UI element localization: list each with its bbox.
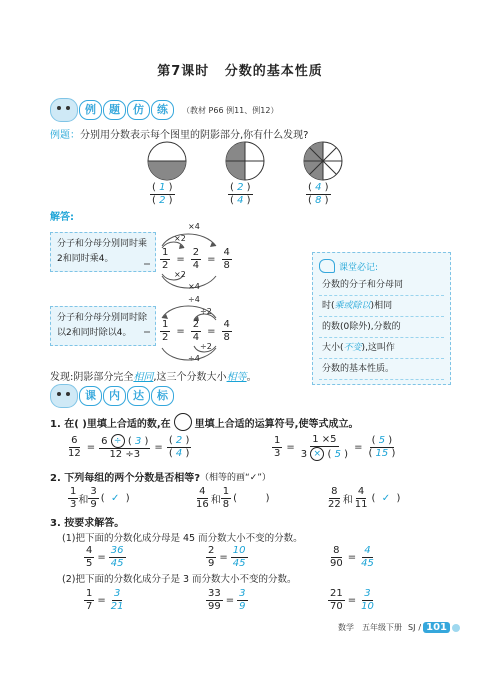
q3-p2-item-2: $\frac{33}{99}$ = $\frac{3}{9}$ (208, 588, 246, 612)
footer-subject: 数学 (337, 623, 354, 632)
note-line: 分数的分子和分母同 (319, 275, 444, 296)
explanation-box-multiply: 分子和分母分别同时乘2和同时乘4。 (50, 232, 156, 272)
mascot-icon (50, 384, 78, 408)
footer-dot-icon (452, 624, 460, 632)
note-line: 分数的基本性质。 (319, 359, 444, 380)
mult-bottom-inner: ×2 (174, 270, 186, 279)
q1-right-equation: $\frac{1}{3}$ = $\frac{1 \times 5}{3 \times ( 5 )}$ = $\frac{( 5 )}{( 15 )}$ (274, 434, 396, 460)
note-line: 的数(0除外),分数的 (319, 317, 444, 338)
footer-edition: SJ (407, 623, 416, 632)
section-char: 例 (79, 100, 102, 120)
circle-eighths (304, 142, 342, 180)
explanation-box-divide: 分子和分母分别同时除以2和同时除以4。 (50, 306, 156, 346)
mult-bottom-outer: ×4 (188, 282, 200, 291)
page-title (0, 60, 480, 79)
circle-blank-icon (174, 413, 192, 431)
q2-pair-2: $\frac{4}{16}$ 和 $\frac{1}{8}$ ( ) (196, 486, 270, 510)
div-fractions: $\frac{1}{2}$ = $\frac{2}{4}$ = $\frac{4}{8}$ (162, 319, 230, 343)
q3-p2-item-3: $\frac{21}{70}$ = $\frac{3}{10}$ (330, 588, 374, 612)
q3-part1: (1)把下面的分数化成分母是 45 而分数大小不变的分数。 (62, 533, 303, 544)
circle-answer-1: $\frac{( 1 )}{( 2 )}$ (152, 182, 173, 206)
footer-grade: 五年级下册 (361, 623, 402, 632)
finding-sentence: 发现:阴影部分完全相同,这三个分数大小相等。 (50, 372, 257, 383)
section-char: 课 (79, 386, 102, 406)
circle-quarters (226, 142, 264, 180)
div-bottom-outer: ÷4 (188, 354, 200, 363)
section-practice-header (50, 384, 174, 408)
section-char: 标 (151, 386, 174, 406)
solution-label: 解答: (50, 212, 74, 223)
section-char: 练 (151, 100, 174, 120)
mult-top-outer: ×4 (188, 222, 200, 231)
q3-p2-item-1: $\frac{1}{7}$ = $\frac{3}{21}$ (86, 588, 124, 612)
div-top-outer: ÷4 (188, 295, 200, 304)
div-bottom-inner: ÷2 (200, 342, 212, 351)
page-footer: 数学 五年级下册 SJ / 101 (338, 622, 460, 633)
q1-prompt: 1. 在( )里填上合适的数,在 里填上合适的运算符号,使等式成立。 (50, 413, 358, 431)
page-number: 101 (423, 622, 450, 633)
div-top-inner: ÷2 (200, 307, 212, 316)
section-char: 内 (103, 386, 126, 406)
circle-halves (148, 142, 186, 180)
example-question (50, 126, 309, 141)
textbook-reference: （教材 P66 例11、例12） (182, 105, 279, 115)
example-label: 例题： (50, 130, 80, 141)
circle-answer-2: $\frac{( 2 )}{( 4 )}$ (230, 182, 251, 206)
q3-p1-item-2: $\frac{2}{9}$ = $\frac{10}{45}$ (208, 545, 246, 569)
mascot-icon (50, 98, 78, 122)
circle-answer-3: $\frac{( 4 )}{( 8 )}$ (308, 182, 329, 206)
q2-prompt: 2. 下列每组的两个分数是否相等? （相等的画“✓”） (50, 473, 271, 484)
example-text: 分别用分数表示每个图里的阴影部分,你有什么发现? (80, 130, 309, 141)
note-line: 时(乘或除以)相同 (319, 296, 444, 317)
note-title: 课堂必记: (339, 262, 379, 273)
mult-top-inner: ×2 (174, 234, 186, 243)
q2-pair-3: $\frac{8}{22}$ 和 $\frac{4}{11}$ ( ✓ ) (328, 486, 401, 510)
note-line: 大小(不变),这叫作 (319, 338, 444, 359)
section-example-header (50, 98, 278, 122)
section-char: 达 (127, 386, 150, 406)
section-char: 题 (103, 100, 126, 120)
q3-p1-item-3: $\frac{8}{90}$ = $\frac{4}{45}$ (330, 545, 374, 569)
heart-icon (319, 259, 335, 273)
lesson-number: 第7课时 (157, 64, 210, 79)
q3-p1-item-1: $\frac{4}{5}$ = $\frac{36}{45}$ (86, 545, 124, 569)
circles-figure (140, 140, 350, 184)
q2-pair-1: $\frac{1}{3}$ 和 $\frac{3}{9}$ ( ✓ ) (70, 486, 130, 510)
section-char: 仿 (127, 100, 150, 120)
q1-left-equation: $\frac{6}{12}$ = $\frac{6 \div ( 3 )}{12 \div 3}$ = $\frac{( 2 )}{( 4 )}$ (68, 435, 190, 460)
class-note (312, 252, 451, 385)
mult-fractions: $\frac{1}{2}$ = $\frac{2}{4}$ = $\frac{4}{8}$ (162, 247, 230, 271)
lesson-topic: 分数的基本性质 (224, 64, 323, 79)
q3-part2: (2)把下面的分数化成分子是 3 而分数大小不变的分数。 (62, 574, 297, 585)
q3-prompt: 3. 按要求解答。 (50, 518, 125, 529)
